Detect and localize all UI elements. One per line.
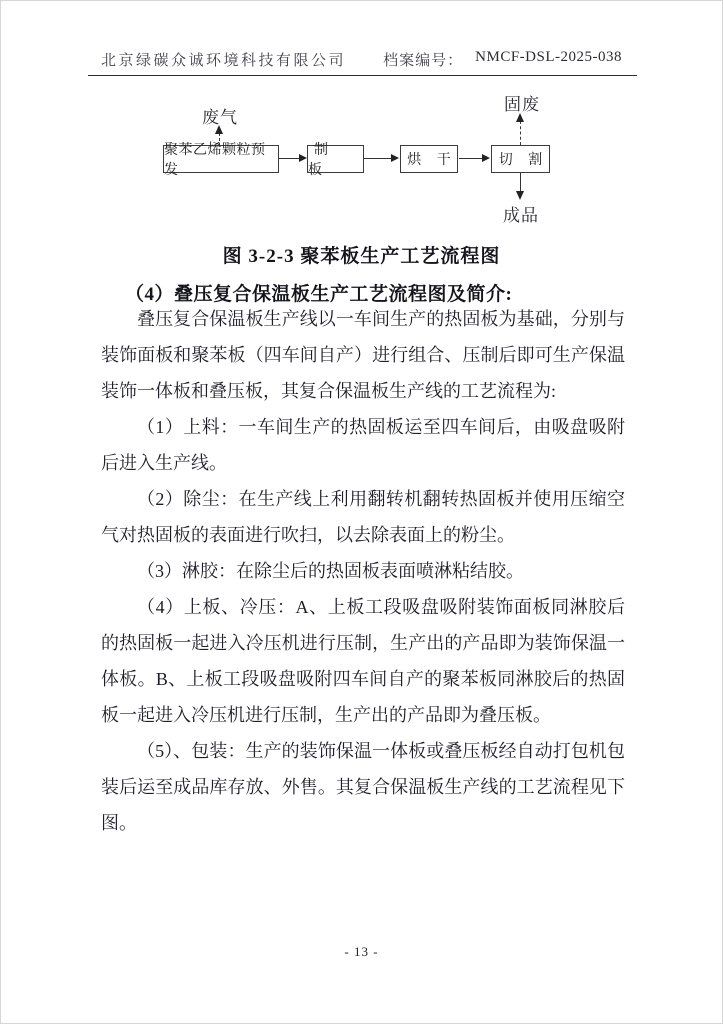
paragraph-step-1-loading: （1）上料：一车间生产的热固板运至四车间后，由吸盘吸附后进入生产线。: [101, 417, 625, 473]
flow-box-cutting: 切 割: [491, 145, 550, 173]
paragraph-intro: 叠压复合保温板生产线以一车间生产的热固板为基础，分别与装饰面板和聚苯板（四车间自产）进行组合、压制后即可生产保温装饰一体板和叠压板，其复合保温板生产线的工艺流程为:: [101, 309, 625, 401]
body-text: [101, 301, 625, 841]
paragraph-step-5-packing: （5）、包装：生产的装饰保温一体板或叠压板经自动打包机包装后运至成品库存放、外售。其复合保温板生产线的工艺流程见下图。: [101, 741, 625, 833]
waste-gas-label: 废气: [202, 108, 238, 127]
figure-caption: 图 3-2-3 聚苯板生产工艺流程图: [222, 246, 501, 267]
product-label: 成品: [503, 206, 539, 225]
flow-box-pre-expansion: 聚苯乙烯颗粒预发: [163, 145, 279, 173]
company-name: 北京绿碳众诚环境科技有限公司: [101, 53, 347, 69]
section-heading: （4）叠压复合保温板生产工艺流程图及简介:: [125, 284, 513, 305]
paragraph-step-4-pressing: （4）上板、冷压：A、上板工段吸盘吸附装饰面板同淋胶后的热固板一起进入冷压机进行压制，生产出的产品即为装饰保温一体板。B、上板工段吸盘吸附四车间自产的聚苯板同淋胶后的热固板一起进入冷压机进行压制，生产出的产品即为叠压板。: [101, 597, 625, 725]
archive-label: 档案编号：: [383, 53, 464, 69]
flow-box-board-making: 制 板: [307, 145, 364, 173]
archive-number-block: [383, 49, 622, 70]
page-header: [101, 49, 622, 70]
paragraph-step-2-dedusting: （2）除尘：在生产线上利用翻转机翻转热固板并使用压缩空气对热固板的表面进行吹扫，以去除表面上的粉尘。: [101, 489, 625, 545]
arrow-right-3: [459, 158, 483, 159]
solid-waste-label: 固废: [504, 95, 540, 114]
paragraph-step-3-glue: （3）淋胶：在除尘后的热固板表面喷淋粘结胶。: [137, 561, 524, 581]
dashed-arrow-up-solid-waste: [520, 121, 521, 145]
flow-box-drying: 烘 干: [400, 145, 458, 173]
arrow-right-1: [279, 158, 300, 159]
header-divider: [88, 75, 637, 76]
archive-number: NMCF-DSL-2025-038: [475, 49, 622, 65]
arrow-down-product: [520, 173, 521, 192]
page-number: - 13 -: [344, 944, 379, 959]
arrow-right-2: [364, 158, 392, 159]
